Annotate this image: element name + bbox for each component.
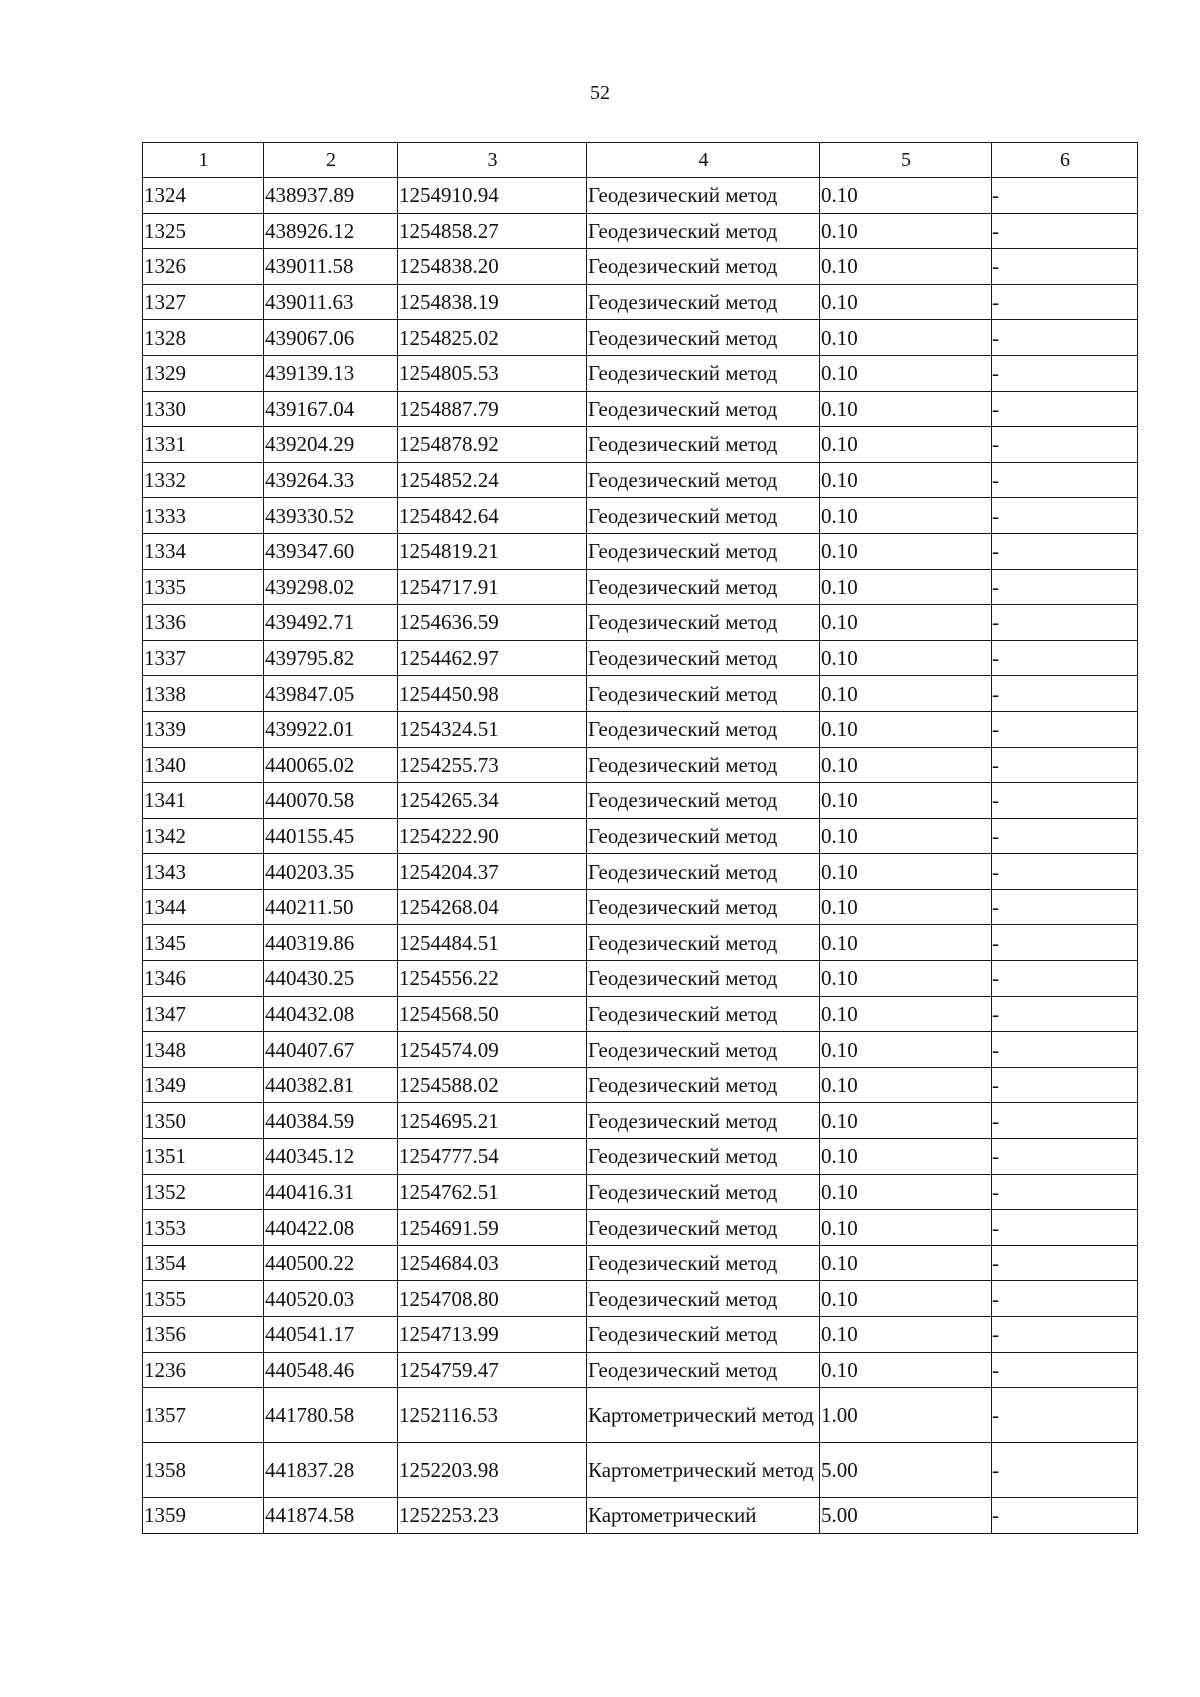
table-row [143,1245,1138,1281]
note-cell: - [992,1443,1138,1498]
method-cell: Геодезический метод [587,1139,820,1175]
method-cell: Геодезический метод [587,1245,820,1281]
point-number-cell: 1333 [143,498,264,534]
y-coordinate-cell: 1254268.04 [398,889,587,925]
x-coordinate-cell: 440432.08 [264,996,398,1032]
table-row [143,676,1138,712]
y-coordinate-cell: 1254695.21 [398,1103,587,1139]
note-cell: - [992,213,1138,249]
table-row [143,355,1138,391]
note-cell: - [992,178,1138,214]
note-cell: - [992,533,1138,569]
accuracy-cell: 0.10 [820,889,992,925]
accuracy-cell: 0.10 [820,640,992,676]
y-coordinate-cell: 1252203.98 [398,1443,587,1498]
note-cell: - [992,889,1138,925]
x-coordinate-cell: 440384.59 [264,1103,398,1139]
note-cell: - [992,925,1138,961]
x-coordinate-cell: 440211.50 [264,889,398,925]
table-row [143,178,1138,214]
point-number-cell: 1359 [143,1498,264,1534]
accuracy-cell: 1.00 [820,1388,992,1443]
y-coordinate-cell: 1254762.51 [398,1174,587,1210]
accuracy-cell: 0.10 [820,533,992,569]
y-coordinate-cell: 1254568.50 [398,996,587,1032]
accuracy-cell: 0.10 [820,213,992,249]
table-row [143,854,1138,890]
method-cell: Геодезический метод [587,533,820,569]
column-header-6: 6 [992,143,1138,178]
table-header-row [143,143,1138,178]
point-number-cell: 1341 [143,783,264,819]
table-body [143,178,1138,1534]
method-cell: Картометрический метод [587,1443,820,1498]
method-cell: Геодезический метод [587,1103,820,1139]
point-number-cell: 1343 [143,854,264,890]
accuracy-cell: 5.00 [820,1443,992,1498]
point-number-cell: 1356 [143,1317,264,1353]
point-number-cell: 1324 [143,178,264,214]
table-row [143,640,1138,676]
method-cell: Геодезический метод [587,355,820,391]
y-coordinate-cell: 1254708.80 [398,1281,587,1317]
accuracy-cell: 0.10 [820,462,992,498]
x-coordinate-cell: 440407.67 [264,1032,398,1068]
x-coordinate-cell: 439139.13 [264,355,398,391]
table-row [143,1388,1138,1443]
x-coordinate-cell: 439922.01 [264,711,398,747]
accuracy-cell: 0.10 [820,925,992,961]
note-cell: - [992,462,1138,498]
y-coordinate-cell: 1254265.34 [398,783,587,819]
x-coordinate-cell: 439298.02 [264,569,398,605]
point-number-cell: 1357 [143,1388,264,1443]
page-number: 52 [590,82,610,104]
table-row [143,889,1138,925]
table-row [143,1174,1138,1210]
accuracy-cell: 0.10 [820,569,992,605]
x-coordinate-cell: 440422.08 [264,1210,398,1246]
point-number-cell: 1344 [143,889,264,925]
point-number-cell: 1345 [143,925,264,961]
point-number-cell: 1354 [143,1245,264,1281]
table-row [143,498,1138,534]
point-number-cell: 1342 [143,818,264,854]
note-cell: - [992,854,1138,890]
point-number-cell: 1350 [143,1103,264,1139]
method-cell: Геодезический метод [587,1032,820,1068]
note-cell: - [992,1210,1138,1246]
table-row [143,711,1138,747]
x-coordinate-cell: 440430.25 [264,961,398,997]
accuracy-cell: 0.10 [820,996,992,1032]
accuracy-cell: 0.10 [820,498,992,534]
table-row [143,925,1138,961]
accuracy-cell: 0.10 [820,961,992,997]
y-coordinate-cell: 1254910.94 [398,178,587,214]
x-coordinate-cell: 439011.63 [264,284,398,320]
note-cell: - [992,1352,1138,1388]
x-coordinate-cell: 441874.58 [264,1498,398,1534]
table-row [143,462,1138,498]
y-coordinate-cell: 1254222.90 [398,818,587,854]
x-coordinate-cell: 440548.46 [264,1352,398,1388]
y-coordinate-cell: 1254691.59 [398,1210,587,1246]
y-coordinate-cell: 1254887.79 [398,391,587,427]
accuracy-cell: 0.10 [820,711,992,747]
method-cell: Геодезический метод [587,676,820,712]
point-number-cell: 1337 [143,640,264,676]
method-cell: Геодезический метод [587,925,820,961]
y-coordinate-cell: 1254858.27 [398,213,587,249]
method-cell: Геодезический метод [587,462,820,498]
point-number-cell: 1346 [143,961,264,997]
y-coordinate-cell: 1252116.53 [398,1388,587,1443]
y-coordinate-cell: 1254684.03 [398,1245,587,1281]
table-row [143,1210,1138,1246]
y-coordinate-cell: 1254878.92 [398,427,587,463]
x-coordinate-cell: 439347.60 [264,533,398,569]
x-coordinate-cell: 440065.02 [264,747,398,783]
table-row [143,320,1138,356]
y-coordinate-cell: 1254717.91 [398,569,587,605]
accuracy-cell: 0.10 [820,427,992,463]
note-cell: - [992,961,1138,997]
table-row [143,1498,1138,1534]
method-cell: Геодезический метод [587,427,820,463]
x-coordinate-cell: 440382.81 [264,1067,398,1103]
table-row [143,569,1138,605]
x-coordinate-cell: 438926.12 [264,213,398,249]
point-number-cell: 1331 [143,427,264,463]
x-coordinate-cell: 440520.03 [264,1281,398,1317]
accuracy-cell: 0.10 [820,1281,992,1317]
point-number-cell: 1336 [143,605,264,641]
point-number-cell: 1347 [143,996,264,1032]
point-number-cell: 1338 [143,676,264,712]
x-coordinate-cell: 440500.22 [264,1245,398,1281]
accuracy-cell: 0.10 [820,1032,992,1068]
note-cell: - [992,783,1138,819]
x-coordinate-cell: 439264.33 [264,462,398,498]
accuracy-cell: 0.10 [820,854,992,890]
note-cell: - [992,284,1138,320]
note-cell: - [992,996,1138,1032]
table-row [143,818,1138,854]
y-coordinate-cell: 1254713.99 [398,1317,587,1353]
accuracy-cell: 0.10 [820,783,992,819]
point-number-cell: 1334 [143,533,264,569]
accuracy-cell: 0.10 [820,1103,992,1139]
point-number-cell: 1327 [143,284,264,320]
method-cell: Геодезический метод [587,640,820,676]
method-cell: Картометрический [587,1498,820,1534]
method-cell: Геодезический метод [587,783,820,819]
note-cell: - [992,1281,1138,1317]
method-cell: Геодезический метод [587,178,820,214]
y-coordinate-cell: 1254255.73 [398,747,587,783]
note-cell: - [992,1103,1138,1139]
method-cell: Геодезический метод [587,1317,820,1353]
point-number-cell: 1358 [143,1443,264,1498]
x-coordinate-cell: 439167.04 [264,391,398,427]
point-number-cell: 1329 [143,355,264,391]
point-number-cell: 1326 [143,249,264,285]
accuracy-cell: 0.10 [820,605,992,641]
table-row [143,249,1138,285]
note-cell: - [992,676,1138,712]
accuracy-cell: 0.10 [820,178,992,214]
method-cell: Геодезический метод [587,996,820,1032]
y-coordinate-cell: 1254825.02 [398,320,587,356]
method-cell: Геодезический метод [587,747,820,783]
accuracy-cell: 0.10 [820,1352,992,1388]
table-row [143,1352,1138,1388]
accuracy-cell: 0.10 [820,1245,992,1281]
x-coordinate-cell: 439011.58 [264,249,398,285]
table-row [143,747,1138,783]
method-cell: Геодезический метод [587,1210,820,1246]
y-coordinate-cell: 1252253.23 [398,1498,587,1534]
table-row [143,1281,1138,1317]
method-cell: Геодезический метод [587,569,820,605]
y-coordinate-cell: 1254450.98 [398,676,587,712]
x-coordinate-cell: 440416.31 [264,1174,398,1210]
method-cell: Геодезический метод [587,1352,820,1388]
y-coordinate-cell: 1254838.19 [398,284,587,320]
accuracy-cell: 0.10 [820,355,992,391]
note-cell: - [992,1245,1138,1281]
method-cell: Геодезический метод [587,889,820,925]
column-header-5: 5 [820,143,992,178]
method-cell: Геодезический метод [587,498,820,534]
note-cell: - [992,498,1138,534]
table-row [143,1067,1138,1103]
table-row [143,391,1138,427]
table-row [143,427,1138,463]
y-coordinate-cell: 1254204.37 [398,854,587,890]
point-number-cell: 1353 [143,1210,264,1246]
x-coordinate-cell: 439330.52 [264,498,398,534]
x-coordinate-cell: 441837.28 [264,1443,398,1498]
note-cell: - [992,1032,1138,1068]
x-coordinate-cell: 439204.29 [264,427,398,463]
y-coordinate-cell: 1254842.64 [398,498,587,534]
method-cell: Геодезический метод [587,818,820,854]
method-cell: Геодезический метод [587,1281,820,1317]
table-row [143,961,1138,997]
table-row [143,1317,1138,1353]
y-coordinate-cell: 1254574.09 [398,1032,587,1068]
point-number-cell: 1348 [143,1032,264,1068]
note-cell: - [992,391,1138,427]
accuracy-cell: 0.10 [820,391,992,427]
method-cell: Геодезический метод [587,249,820,285]
column-header-1: 1 [143,143,264,178]
note-cell: - [992,249,1138,285]
table-row [143,996,1138,1032]
x-coordinate-cell: 439847.05 [264,676,398,712]
y-coordinate-cell: 1254324.51 [398,711,587,747]
x-coordinate-cell: 440203.35 [264,854,398,890]
table-row [143,1443,1138,1498]
accuracy-cell: 0.10 [820,747,992,783]
method-cell: Геодезический метод [587,284,820,320]
point-number-cell: 1355 [143,1281,264,1317]
y-coordinate-cell: 1254777.54 [398,1139,587,1175]
method-cell: Геодезический метод [587,213,820,249]
accuracy-cell: 5.00 [820,1498,992,1534]
y-coordinate-cell: 1254636.59 [398,605,587,641]
y-coordinate-cell: 1254556.22 [398,961,587,997]
y-coordinate-cell: 1254462.97 [398,640,587,676]
x-coordinate-cell: 440541.17 [264,1317,398,1353]
table-row [143,1103,1138,1139]
note-cell: - [992,1067,1138,1103]
method-cell: Картометрический метод [587,1388,820,1443]
point-number-cell: 1349 [143,1067,264,1103]
point-number-cell: 1351 [143,1139,264,1175]
x-coordinate-cell: 440345.12 [264,1139,398,1175]
x-coordinate-cell: 440070.58 [264,783,398,819]
y-coordinate-cell: 1254588.02 [398,1067,587,1103]
y-coordinate-cell: 1254852.24 [398,462,587,498]
accuracy-cell: 0.10 [820,1210,992,1246]
point-number-cell: 1339 [143,711,264,747]
note-cell: - [992,320,1138,356]
point-number-cell: 1340 [143,747,264,783]
table-row [143,284,1138,320]
note-cell: - [992,640,1138,676]
table-row [143,213,1138,249]
point-number-cell: 1328 [143,320,264,356]
note-cell: - [992,747,1138,783]
method-cell: Геодезический метод [587,605,820,641]
x-coordinate-cell: 440155.45 [264,818,398,854]
accuracy-cell: 0.10 [820,320,992,356]
table-row [143,1032,1138,1068]
point-number-cell: 1330 [143,391,264,427]
column-header-2: 2 [264,143,398,178]
x-coordinate-cell: 441780.58 [264,1388,398,1443]
note-cell: - [992,1174,1138,1210]
accuracy-cell: 0.10 [820,676,992,712]
method-cell: Геодезический метод [587,961,820,997]
method-cell: Геодезический метод [587,854,820,890]
accuracy-cell: 0.10 [820,818,992,854]
y-coordinate-cell: 1254484.51 [398,925,587,961]
method-cell: Геодезический метод [587,711,820,747]
note-cell: - [992,818,1138,854]
note-cell: - [992,569,1138,605]
point-number-cell: 1332 [143,462,264,498]
note-cell: - [992,355,1138,391]
method-cell: Геодезический метод [587,1067,820,1103]
x-coordinate-cell: 439492.71 [264,605,398,641]
accuracy-cell: 0.10 [820,1174,992,1210]
table-row [143,605,1138,641]
note-cell: - [992,1317,1138,1353]
note-cell: - [992,1139,1138,1175]
y-coordinate-cell: 1254759.47 [398,1352,587,1388]
note-cell: - [992,711,1138,747]
accuracy-cell: 0.10 [820,249,992,285]
point-number-cell: 1335 [143,569,264,605]
column-header-4: 4 [587,143,820,178]
x-coordinate-cell: 438937.89 [264,178,398,214]
y-coordinate-cell: 1254805.53 [398,355,587,391]
coordinates-table [142,142,1138,1534]
note-cell: - [992,605,1138,641]
note-cell: - [992,427,1138,463]
accuracy-cell: 0.10 [820,284,992,320]
note-cell: - [992,1388,1138,1443]
column-header-3: 3 [398,143,587,178]
table-row [143,783,1138,819]
method-cell: Геодезический метод [587,1174,820,1210]
x-coordinate-cell: 439795.82 [264,640,398,676]
point-number-cell: 1352 [143,1174,264,1210]
accuracy-cell: 0.10 [820,1067,992,1103]
x-coordinate-cell: 439067.06 [264,320,398,356]
table-row [143,1139,1138,1175]
x-coordinate-cell: 440319.86 [264,925,398,961]
y-coordinate-cell: 1254838.20 [398,249,587,285]
method-cell: Геодезический метод [587,320,820,356]
method-cell: Геодезический метод [587,391,820,427]
point-number-cell: 1236 [143,1352,264,1388]
table-row [143,533,1138,569]
accuracy-cell: 0.10 [820,1139,992,1175]
note-cell: - [992,1498,1138,1534]
accuracy-cell: 0.10 [820,1317,992,1353]
point-number-cell: 1325 [143,213,264,249]
y-coordinate-cell: 1254819.21 [398,533,587,569]
